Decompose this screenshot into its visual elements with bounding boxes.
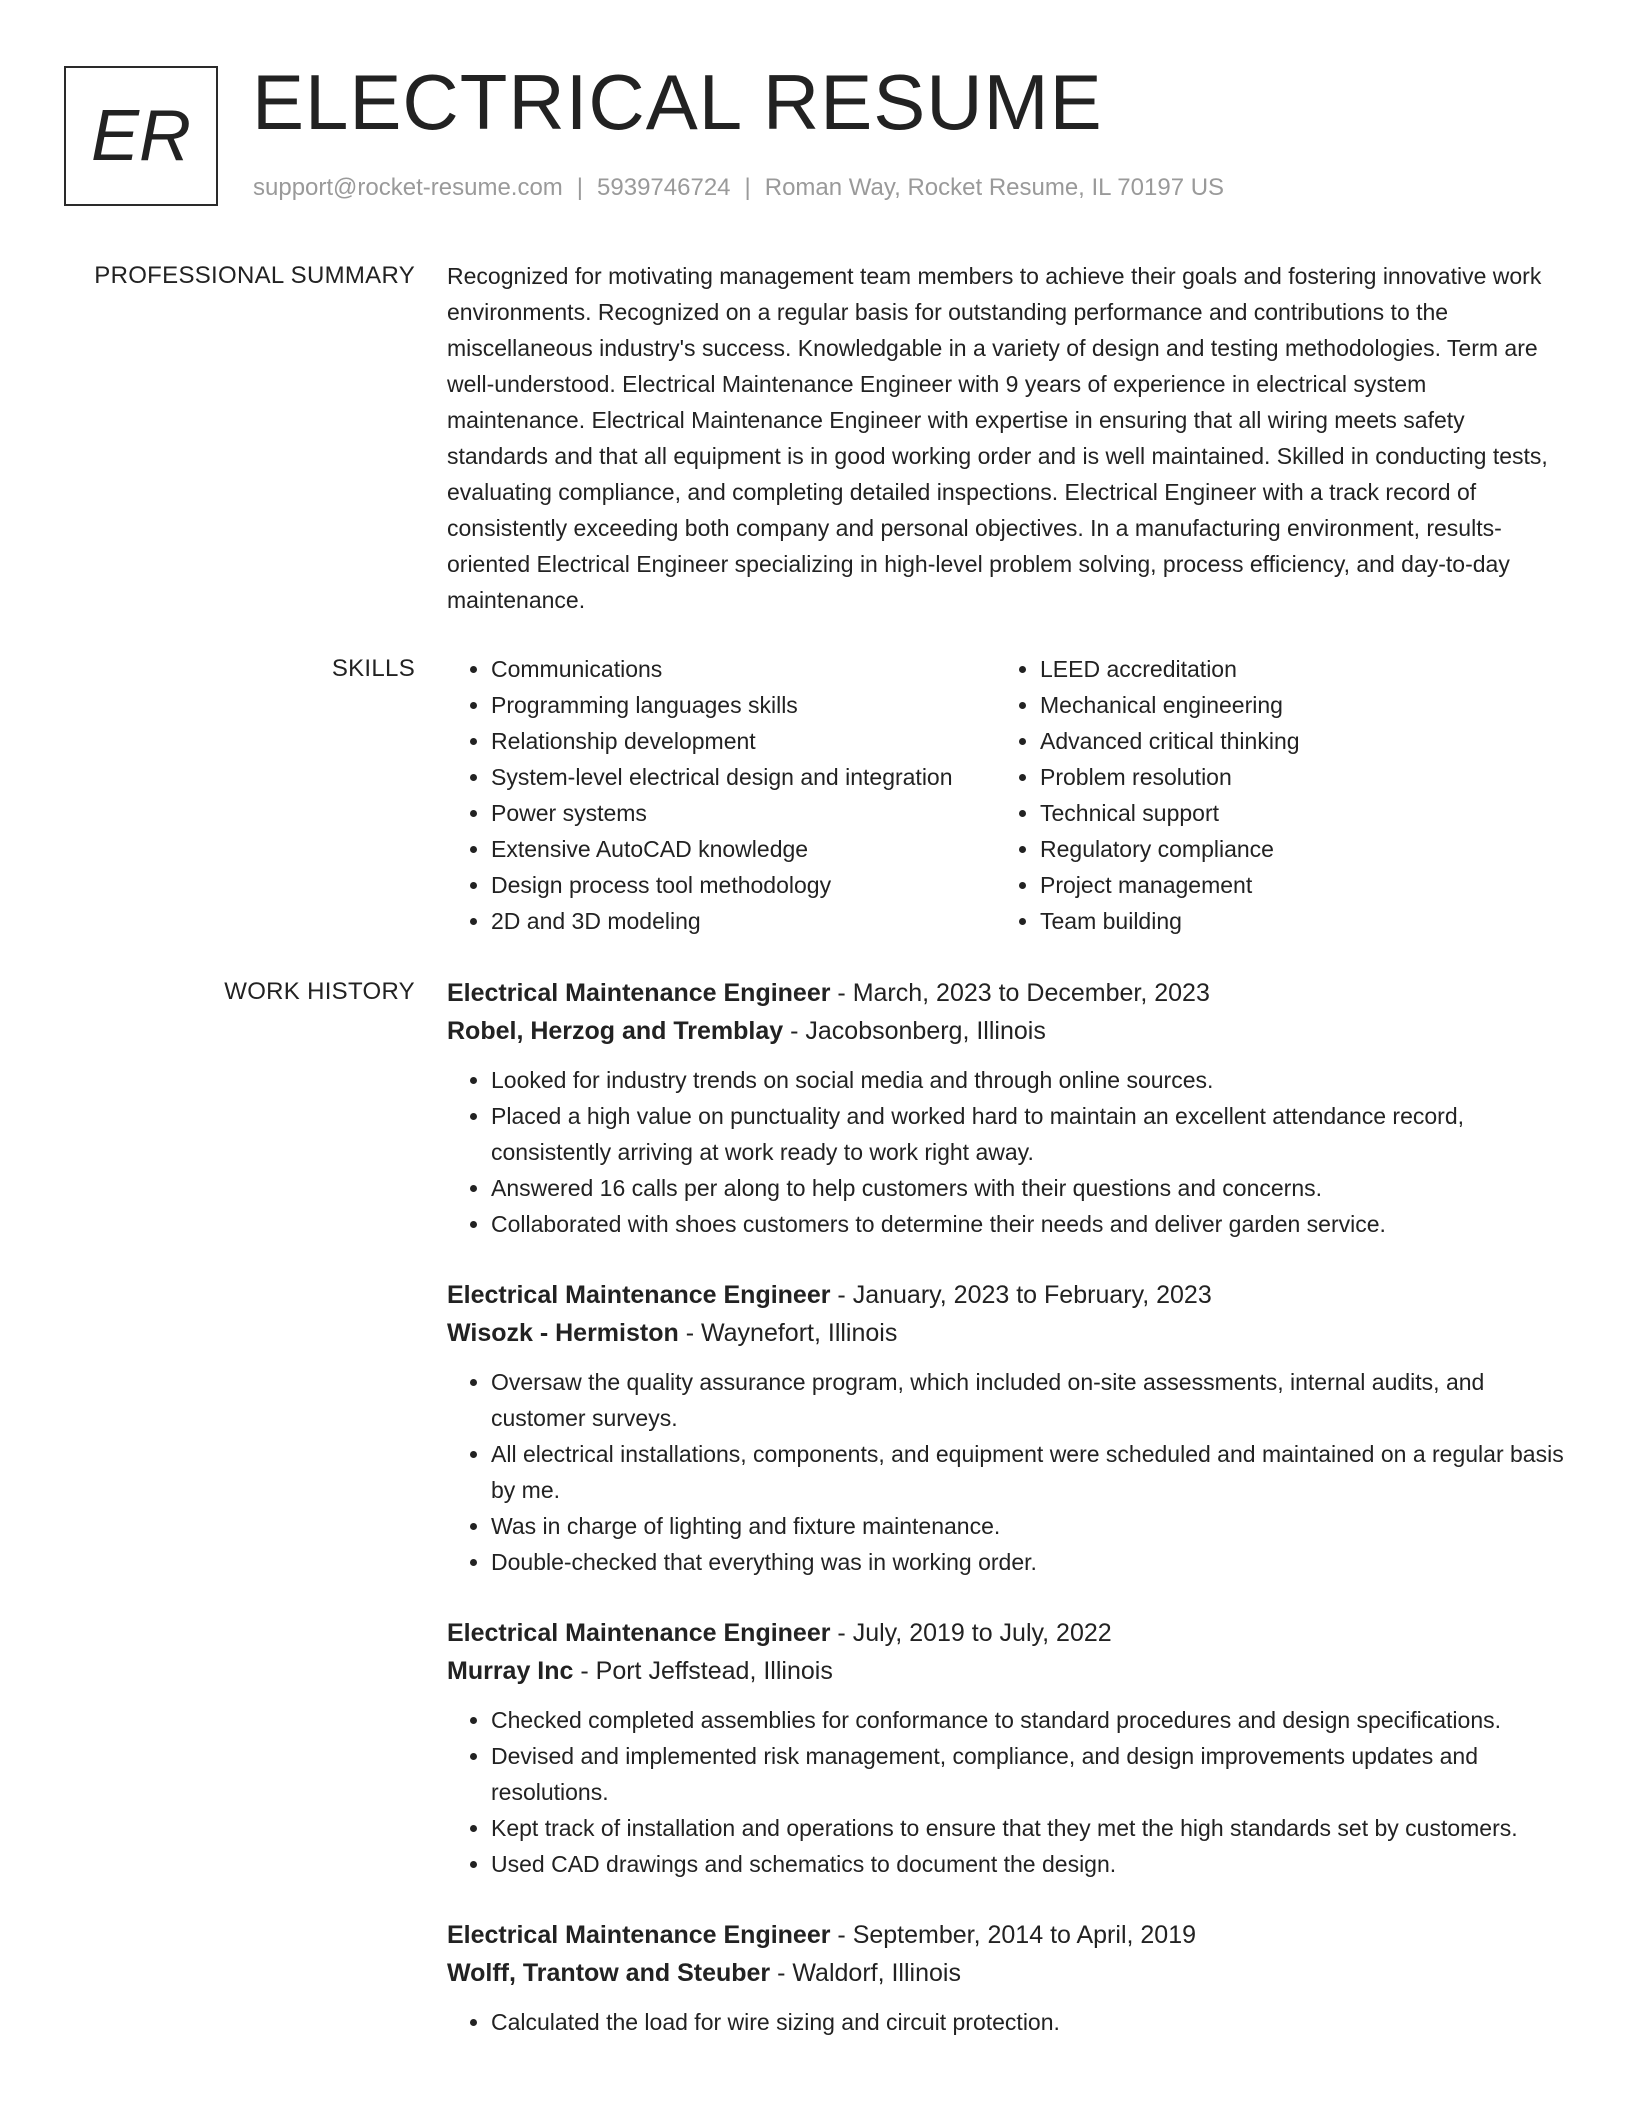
- monogram-box: [64, 66, 218, 206]
- monogram-initials: ER: [90, 96, 192, 176]
- skill-item: • Communications: [491, 651, 996, 687]
- skills-columns: [447, 651, 1567, 939]
- job-dates: - March, 2023 to December, 2023: [830, 979, 1210, 1007]
- skill-item: • Regulatory compliance: [1040, 831, 1300, 867]
- job-dates: - July, 2019 to July, 2022: [830, 1619, 1112, 1647]
- job-location: - Jacobsonberg, Illinois: [783, 1017, 1046, 1045]
- job-bullets: [447, 1702, 1567, 1882]
- job-bullet: • Answered 16 calls per along to help customers with their questions and concerns.: [491, 1170, 1567, 1206]
- skill-item: • 2D and 3D modeling: [491, 903, 996, 939]
- summary-body: [447, 258, 1567, 618]
- job-entry: [447, 1614, 1567, 1882]
- job-title: Electrical Maintenance Engineer: [447, 1281, 831, 1309]
- skill-item: • Mechanical engineering: [1040, 687, 1300, 723]
- skill-item: • Technical support: [1040, 795, 1300, 831]
- skill-item: • Relationship development: [491, 723, 996, 759]
- job-bullet: • Kept track of installation and operations to ensure that they met the high standards set by customers.: [491, 1810, 1567, 1846]
- job-title-line: [447, 1614, 1567, 1652]
- job-company: Murray Inc: [447, 1657, 574, 1685]
- job-company-line: [447, 1012, 1567, 1050]
- contact-phone: 5939746724: [597, 174, 731, 201]
- job-company-line: [447, 1954, 1567, 1992]
- skills-body: [447, 651, 1567, 939]
- skill-item: • Problem resolution: [1040, 759, 1300, 795]
- job-location: - Port Jeffstead, Illinois: [573, 1657, 833, 1685]
- job-company: Wisozk - Hermiston: [447, 1319, 679, 1347]
- job-bullet: • Was in charge of lighting and fixture maintenance.: [491, 1508, 1567, 1544]
- job-bullet: • Devised and implemented risk management, compliance, and design improvements updates and resolutions.: [491, 1738, 1567, 1810]
- job-bullet: • Double-checked that everything was in working order.: [491, 1544, 1567, 1580]
- resume-title: ELECTRICAL RESUME: [252, 58, 1103, 146]
- job-dates: - January, 2023 to February, 2023: [830, 1281, 1212, 1309]
- job-location: - Waynefort, Illinois: [678, 1319, 898, 1347]
- job-bullet: • Checked completed assemblies for conformance to standard procedures and design specifications.: [491, 1702, 1567, 1738]
- skills-list-left: [447, 651, 996, 939]
- skill-item: • Programming languages skills: [491, 687, 996, 723]
- skill-item: • Advanced critical thinking: [1040, 723, 1300, 759]
- skill-item: • Project management: [1040, 867, 1300, 903]
- job-title: Electrical Maintenance Engineer: [447, 1921, 831, 1949]
- contact-separator: |: [744, 174, 751, 201]
- job-title: Electrical Maintenance Engineer: [447, 1619, 831, 1647]
- job-company-line: [447, 1652, 1567, 1690]
- job-entry: [447, 974, 1567, 1242]
- job-entry: [447, 1916, 1567, 2040]
- section-label-skills: SKILLS: [331, 655, 415, 682]
- skills-list-right: [996, 651, 1300, 939]
- work-history-body: [447, 974, 1567, 2074]
- job-title-line: [447, 1916, 1567, 1954]
- section-label-summary: PROFESSIONAL SUMMARY: [94, 262, 415, 289]
- job-bullet: • All electrical installations, components, and equipment were scheduled and maintained on a regular basis by me.: [491, 1436, 1567, 1508]
- skill-item: • Extensive AutoCAD knowledge: [491, 831, 996, 867]
- job-bullet: • Oversaw the quality assurance program, which included on-site assessments, internal audits, and customer surveys.: [491, 1364, 1567, 1436]
- job-dates: - September, 2014 to April, 2019: [830, 1921, 1196, 1949]
- contact-line: [253, 174, 1224, 202]
- job-entry: [447, 1276, 1567, 1580]
- skill-item: • System-level electrical design and integration: [491, 759, 996, 795]
- contact-address: Roman Way, Rocket Resume, IL 70197 US: [764, 174, 1225, 201]
- job-title-line: [447, 974, 1567, 1012]
- skill-item: • Power systems: [491, 795, 996, 831]
- job-location: - Waldorf, Illinois: [770, 1959, 961, 1987]
- skill-item: • LEED accreditation: [1040, 651, 1300, 687]
- job-title-line: [447, 1276, 1567, 1314]
- skill-item: • Design process tool methodology: [491, 867, 996, 903]
- job-bullet: • Looked for industry trends on social media and through online sources.: [491, 1062, 1567, 1098]
- job-bullet: • Placed a high value on punctuality and worked hard to maintain an excellent attendance record, consistently arriving at work ready to work right away.: [491, 1098, 1567, 1170]
- job-bullets: [447, 1364, 1567, 1580]
- job-company: Robel, Herzog and Tremblay: [447, 1017, 784, 1045]
- job-bullet: • Calculated the load for wire sizing and circuit protection.: [491, 2004, 1567, 2040]
- summary-text: Recognized for motivating management team members to achieve their goals and fostering innovative work environments. Recognized on a regular basis for outstanding performance and contributions to the miscellaneous industry's success. Knowledgable in a variety of design and testing methodologies. Term are well-understood. Electrical Maintenance Engineer with 9 years of experience in electrical system maintenance. Electrical Maintenance Engineer with expertise in ensuring that all wiring meets safety standards and that all equipment is in good working order and is well maintained. Skilled in conducting tests, evaluating compliance, and completing detailed inspections. Electrical Engineer with a track record of consistently exceeding both company and personal objectives. In a manufacturing environment, results-oriented Electrical Engineer specializing in high-level problem solving, process efficiency, and day-to-day maintenance.: [447, 263, 1548, 613]
- job-bullets: [447, 2004, 1567, 2040]
- contact-separator: |: [576, 174, 584, 201]
- job-title: Electrical Maintenance Engineer: [447, 979, 831, 1007]
- job-bullet: • Used CAD drawings and schematics to document the design.: [491, 1846, 1567, 1882]
- job-bullet: • Collaborated with shoes customers to determine their needs and deliver garden service.: [491, 1206, 1567, 1242]
- skill-item: • Team building: [1040, 903, 1300, 939]
- section-label-work-history: WORK HISTORY: [224, 978, 415, 1005]
- job-company: Wolff, Trantow and Steuber: [447, 1959, 771, 1987]
- job-bullets: [447, 1062, 1567, 1242]
- contact-email: support@rocket-resume.com: [253, 174, 563, 201]
- job-company-line: [447, 1314, 1567, 1352]
